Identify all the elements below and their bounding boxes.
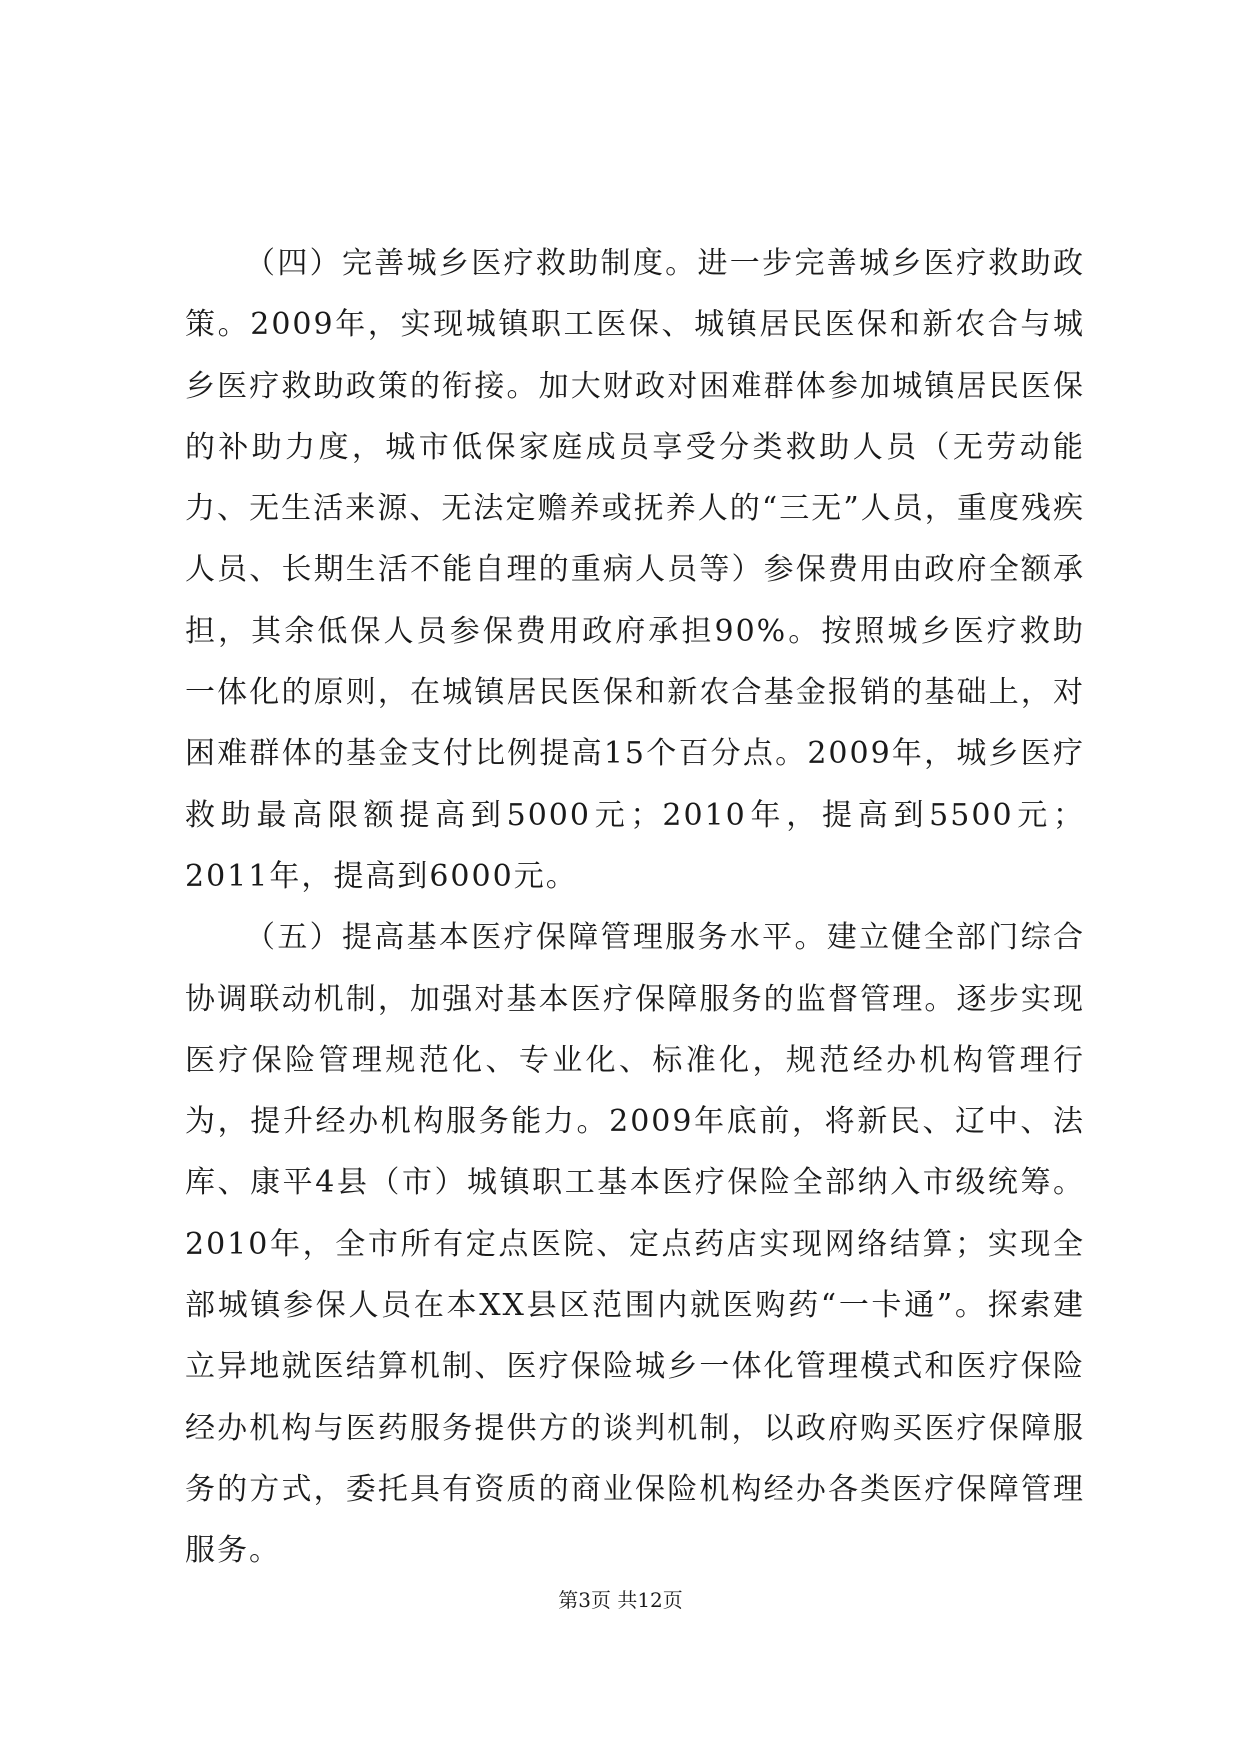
document-body (185, 233, 1085, 1582)
page-footer: 第3页 共12页 (558, 1588, 683, 1612)
paragraph-medical-assistance: （四）完善城乡医疗救助制度。进一步完善城乡医疗救助政策。2009年，实现城镇职工医保、城镇居民医保和新农合与城乡医疗救助政策的衔接。加大财政对困难群体参加城镇居民医保的补助力度，城市低保家庭成员享受分类救助人员（无劳动能力、无生活来源、无法定赡养或抚养人的“三无”人员，重度残疾人员、长期生活不能自理的重病人员等）参保费用由政府全额承担，其余低保人员参保费用政府承担90%。按照城乡医疗救助一体化的原则，在城镇居民医保和新农合基金报销的基础上，对困难群体的基金支付比例提高15个百分点。2009年，城乡医疗救助最高限额提高到5000元；2010年，提高到5500元；2011年，提高到6000元。 (185, 246, 1085, 894)
paragraph-management-service: （五）提高基本医疗保障管理服务水平。建立健全部门综合协调联动机制，加强对基本医疗保障服务的监督管理。逐步实现医疗保险管理规范化、专业化、标准化，规范经办机构管理行为，提升经办机构服务能力。2009年底前，将新民、辽中、法库、康平4县（市）城镇职工基本医疗保险全部纳入市级统筹。2010年，全市所有定点医院、定点药店实现网络结算；实现全部城镇参保人员在本XX县区范围内就医购药“一卡通”。探索建立异地就医结算机制、医疗保险城乡一体化管理模式和医疗保险经办机构与医药服务提供方的谈判机制，以政府购买医疗保障服务的方式，委托具有资质的商业保险机构经办各类医疗保障管理服务。 (185, 920, 1085, 1569)
